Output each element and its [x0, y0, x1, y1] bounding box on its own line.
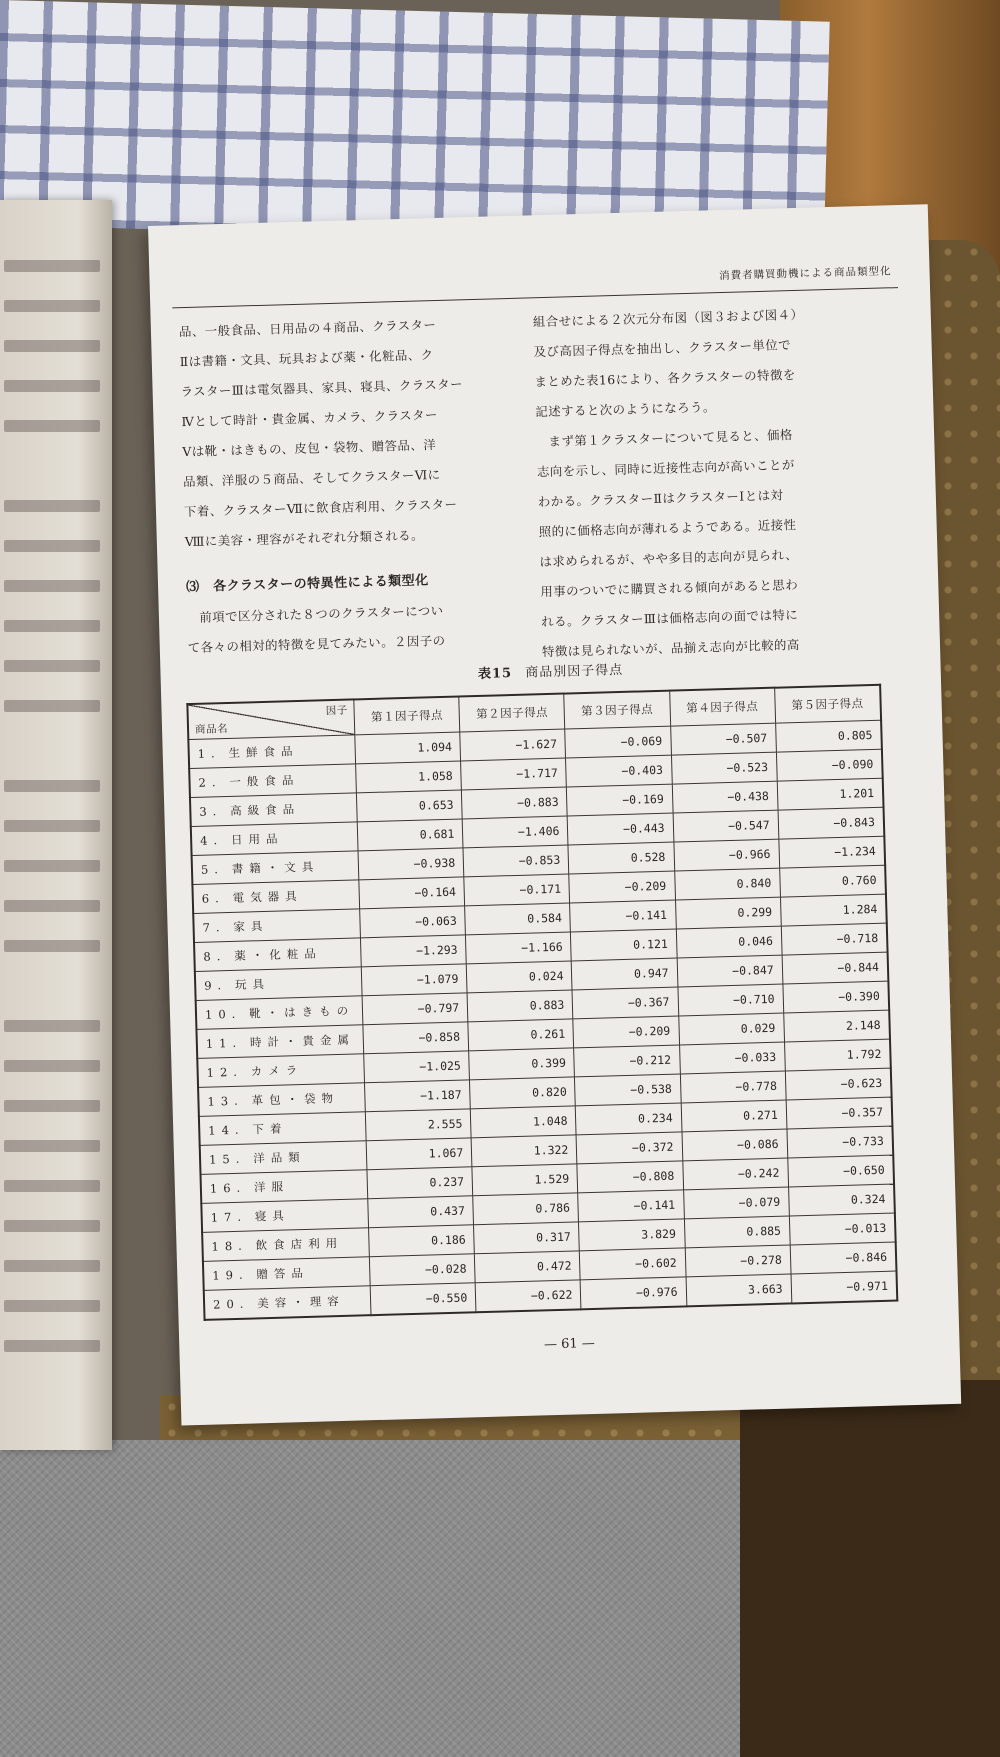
factor-score-cell: −1.025	[364, 1051, 470, 1083]
body-line: ラスターⅢは電気器具、家具、寝具、クラスター	[180, 376, 464, 400]
body-line: れる。クラスターⅢは価格志向の面では特に	[540, 607, 799, 630]
column-header: 第２因子得点	[459, 694, 565, 732]
body-line: Ⅱは書籍・文具、玩具および薬・化粧品、ク	[179, 347, 434, 370]
factor-score-cell: −0.443	[568, 813, 674, 845]
factor-score-cell: 0.046	[676, 926, 782, 958]
factor-score-cell: −0.778	[680, 1071, 786, 1103]
factor-score-cell: 0.317	[474, 1222, 580, 1254]
factor-score-cell: −0.438	[672, 781, 778, 813]
factor-score-cell: 0.029	[678, 1013, 784, 1045]
factor-score-cell: −0.013	[789, 1213, 896, 1245]
factor-score-cell: −0.086	[682, 1129, 788, 1161]
column-header: 第４因子得点	[669, 688, 775, 726]
factor-score-cell: −1.293	[361, 935, 467, 967]
factor-score-cell: −0.357	[786, 1097, 893, 1129]
factor-score-cell: −1.627	[460, 729, 566, 761]
table-number: 表15	[477, 666, 513, 682]
product-name-cell: 18．飲食店利用	[202, 1228, 369, 1262]
factor-score-cell: −0.141	[578, 1190, 684, 1222]
factor-score-cell: 0.883	[467, 990, 573, 1022]
factor-score-cell: −0.622	[475, 1280, 581, 1312]
product-name-cell: 11．時計・貴金属	[196, 1025, 363, 1059]
factor-score-cell: 0.186	[369, 1225, 475, 1257]
factor-score-cell: 1.048	[471, 1106, 577, 1138]
factor-score-cell: 2.148	[783, 1010, 890, 1042]
factor-score-cell: 1.058	[356, 761, 462, 793]
factor-score-cell: −0.171	[464, 874, 570, 906]
factor-score-cell: 0.299	[675, 897, 781, 929]
product-name-cell: 1．生鮮食品	[188, 735, 355, 769]
factor-score-cell: 0.121	[571, 929, 677, 961]
factor-score-cell: 0.840	[674, 868, 780, 900]
product-name-cell: 9．玩具	[195, 967, 362, 1001]
factor-score-cell: −0.523	[671, 752, 777, 784]
factor-score-cell: −0.242	[682, 1158, 788, 1190]
factor-score-cell: −0.169	[567, 784, 673, 816]
product-name-cell: 16．洋服	[201, 1170, 368, 1204]
product-name-cell: 12．カメラ	[197, 1054, 364, 1088]
factor-score-cell: −1.406	[462, 816, 568, 848]
factor-score-cell: −0.797	[362, 993, 468, 1025]
section-heading: ⑶ 各クラスターの特異性による類型化	[185, 573, 429, 596]
factor-score-cell: −1.187	[365, 1080, 471, 1112]
factor-score-cell: −0.718	[781, 923, 888, 955]
factor-score-cell: 3.663	[686, 1274, 792, 1306]
body-line: て各々の相対的特徴を見てみたい。２因子の	[187, 632, 446, 656]
factor-score-cell: −0.843	[778, 807, 885, 839]
factor-score-cell: 0.234	[576, 1103, 682, 1135]
factor-score-cell: 1.201	[777, 778, 884, 810]
factor-score-cell: 0.237	[367, 1167, 473, 1199]
body-line: 前項で区分された８つのクラスターについ	[199, 602, 444, 625]
factor-score-cell: 3.829	[579, 1219, 685, 1251]
left-text-column	[179, 308, 519, 663]
table-title: 商品別因子得点	[525, 662, 624, 681]
factor-score-cell: −0.090	[776, 749, 883, 781]
factor-score-cell: −0.550	[370, 1283, 476, 1315]
factor-score-table	[186, 684, 898, 1321]
factor-score-cell: −0.883	[462, 787, 568, 819]
body-line: は求められるが、やや多目的志向が見られ、	[539, 546, 799, 570]
factor-score-cell: −0.808	[577, 1161, 683, 1193]
factor-score-cell: −0.547	[673, 810, 779, 842]
factor-score-cell: −0.858	[363, 1022, 469, 1054]
factor-score-cell: −0.966	[673, 839, 779, 871]
document-page	[148, 204, 961, 1425]
product-name-cell: 5．書籍・文具	[192, 851, 359, 885]
product-name-cell: 15．洋品類	[200, 1141, 367, 1175]
body-line: Ⅷに美容・理容がそれぞれ分類される。	[184, 527, 425, 550]
factor-score-cell: 0.024	[467, 961, 573, 993]
factor-score-cell: −0.507	[670, 723, 776, 755]
column-header: 第３因子得点	[564, 691, 670, 729]
product-name-cell: 20．美容・理容	[204, 1286, 371, 1320]
factor-score-cell: −0.372	[576, 1132, 682, 1164]
product-name-cell: 8．薬・化粧品	[194, 938, 361, 972]
product-name-cell: 3．高級食品	[190, 793, 357, 827]
factor-score-cell: −0.538	[575, 1074, 681, 1106]
product-name-cell: 2．一般食品	[189, 764, 356, 798]
factor-score-cell: −1.079	[361, 964, 467, 996]
body-line: 照的に価格志向が薄れるようである。近接性	[538, 517, 797, 540]
factor-score-cell: 0.437	[368, 1196, 474, 1228]
running-head: 消費者購買動機による商品類型化	[718, 265, 892, 283]
product-name-cell: 13．革包・袋物	[198, 1083, 365, 1117]
body-line: 品、一般食品、日用品の４商品、クラスター	[178, 316, 437, 340]
factor-score-cell: 0.271	[681, 1100, 787, 1132]
factor-score-cell: 0.885	[684, 1216, 790, 1248]
factor-score-cell: −0.367	[572, 987, 678, 1019]
factor-score-cell: −0.209	[569, 871, 675, 903]
factor-score-cell: 2.555	[365, 1109, 471, 1141]
product-name-cell: 7．家具	[193, 909, 360, 943]
factor-score-cell: 1.094	[355, 732, 461, 764]
factor-score-cell: −0.733	[787, 1126, 894, 1158]
factor-score-cell: −0.164	[359, 877, 465, 909]
product-name-cell: 14．下着	[199, 1112, 366, 1146]
factor-score-cell: 1.067	[366, 1138, 472, 1170]
corner-label-product: 商品名	[194, 722, 229, 736]
factor-score-cell: 0.472	[475, 1251, 581, 1283]
factor-score-cell: 0.584	[465, 903, 571, 935]
factor-score-cell: 0.820	[470, 1077, 576, 1109]
product-name-cell: 17．寝具	[201, 1199, 368, 1233]
factor-score-cell: 1.529	[472, 1164, 578, 1196]
factor-score-cell: −0.209	[573, 1016, 679, 1048]
factor-score-cell: −0.063	[360, 906, 466, 938]
factor-score-cell: −0.212	[574, 1045, 680, 1077]
body-line: Ⅳとして時計・貴金属、カメラ、クラスター	[181, 406, 439, 430]
factor-score-cell: −1.717	[461, 758, 567, 790]
factor-score-cell: −0.403	[566, 755, 672, 787]
right-text-column	[532, 298, 872, 667]
factor-score-cell: −0.069	[565, 726, 671, 758]
factor-score-cell: −0.976	[581, 1277, 687, 1309]
factor-score-cell: −0.846	[790, 1242, 897, 1274]
body-line: 下着、クラスターⅦに飲食店利用、クラスター	[183, 496, 458, 520]
factor-score-cell: −0.853	[463, 845, 569, 877]
factor-score-cell: 0.947	[572, 958, 678, 990]
factor-score-cell: −0.141	[570, 900, 676, 932]
factor-score-cell: 1.792	[784, 1039, 891, 1071]
column-header: 第５因子得点	[774, 685, 881, 723]
factor-score-cell: 0.805	[775, 720, 882, 752]
factor-score-cell: −0.028	[370, 1254, 476, 1286]
factor-score-cell: −0.623	[785, 1068, 892, 1100]
factor-score-cell: −0.971	[791, 1271, 898, 1303]
factor-score-cell: −0.650	[787, 1155, 894, 1187]
product-name-cell: 6．電気器具	[192, 880, 359, 914]
factor-score-cell: 0.399	[469, 1048, 575, 1080]
body-line: 特徴は見られないが、品揃え志向が比較的高	[541, 636, 800, 660]
factor-score-cell: 0.528	[568, 842, 674, 874]
factor-score-cell: 0.681	[357, 819, 463, 851]
factor-score-cell: −0.033	[679, 1042, 785, 1074]
factor-score-cell: −1.166	[466, 932, 572, 964]
body-line: まとめた表16により、各クラスターの特徴を	[534, 366, 796, 390]
factor-score-cell: 1.322	[471, 1135, 577, 1167]
carpet	[0, 1440, 760, 1757]
factor-score-cell: 1.284	[780, 894, 887, 926]
column-header: 第１因子得点	[354, 696, 460, 734]
factor-score-cell: −0.079	[683, 1187, 789, 1219]
corner-cell	[187, 699, 355, 739]
factor-score-cell: −0.847	[677, 955, 783, 987]
product-name-cell: 10．靴・はきもの	[196, 996, 363, 1030]
factor-score-cell: −1.234	[779, 836, 886, 868]
body-line: 志向を示し、同時に近接性志向が高いことが	[536, 457, 795, 480]
factor-score-cell: −0.278	[685, 1245, 791, 1277]
factor-score-cell: −0.602	[580, 1248, 686, 1280]
factor-score-cell: −0.938	[358, 848, 464, 880]
factor-score-cell: −0.390	[783, 981, 890, 1013]
table-body	[188, 720, 897, 1320]
factor-score-cell: 0.653	[357, 790, 463, 822]
body-line: 記述すると次のようになろう。	[535, 399, 716, 420]
product-name-cell: 4．日用品	[191, 822, 358, 856]
body-line: 組合せによる２次元分布図（図３および図４）	[532, 306, 804, 330]
factor-score-cell: −0.710	[678, 984, 784, 1016]
body-line: 品類、洋服の５商品、そしてクラスターⅥに	[182, 466, 441, 490]
factor-score-cell: 0.786	[473, 1193, 579, 1225]
corner-label-factor: 因子	[325, 704, 348, 718]
page-number: — 61 —	[543, 1335, 595, 1353]
factor-score-cell: −0.844	[782, 952, 889, 984]
body-line: まず第１クラスターについて見ると、価格	[548, 427, 793, 449]
body-line: 用事のついでに購買される傾向があると思わ	[540, 576, 799, 600]
body-line: わかる。クラスターⅡはクラスターⅠとは対	[537, 487, 784, 510]
product-name-cell: 19．贈答品	[203, 1257, 370, 1291]
facing-page	[0, 200, 112, 1450]
factor-score-cell: 0.324	[788, 1184, 895, 1216]
floor-shadow	[740, 1380, 1000, 1757]
body-line: Ⅴは靴・はきもの、皮包・袋物、贈答品、洋	[182, 437, 437, 460]
body-line: 及び高因子得点を抽出し、クラスター単位で	[533, 337, 792, 360]
factor-score-cell: 0.261	[468, 1019, 574, 1051]
factor-score-cell: 0.760	[779, 865, 886, 897]
